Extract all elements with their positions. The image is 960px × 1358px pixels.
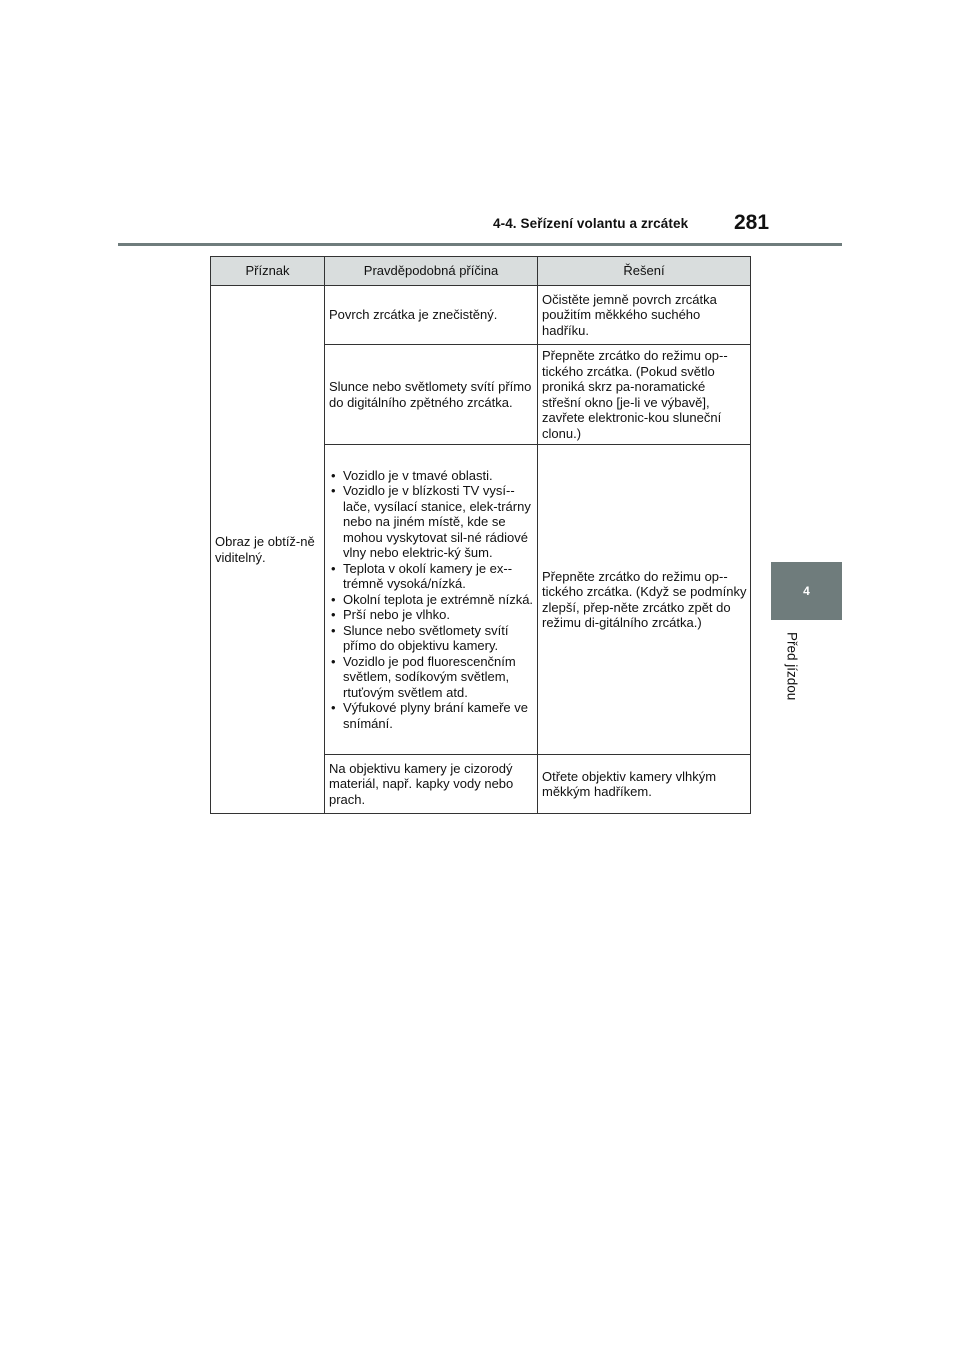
symptom-cell: Obraz je obtíž-ně viditelný.: [211, 286, 325, 814]
page-number: 281: [734, 211, 770, 234]
section-title: 4-4. Seřízení volantu a zrcátek: [493, 216, 689, 231]
solution-cell: Přepněte zrcátko do režimu op-tického zrcátka. (Když se podmínky zlepší, přep-něte zrcátko zpět do režimu di-gitálního zrcátka.): [538, 445, 751, 755]
cause-list-cell: [325, 445, 538, 755]
chapter-tab: [771, 562, 842, 620]
list-item: • Výfukové plyny brání kameře ve snímání.: [329, 700, 534, 731]
cause-cell: Na objektivu kamery je cizorodý materiál, např. kapky vody nebo prach.: [325, 755, 538, 814]
column-header-symptom: Příznak: [211, 257, 325, 286]
column-header-cause: Pravděpodobná příčina: [325, 257, 538, 286]
cause-cell: Slunce nebo světlomety svítí přímo do digitálního zpětného zrcátka.: [325, 345, 538, 445]
table-row: [211, 286, 751, 345]
troubleshooting-table: [210, 256, 751, 814]
solution-cell: Otřete objektiv kamery vlhkým měkkým hadříkem.: [538, 755, 751, 814]
list-item: • Vozidlo je v blízkosti TV vysí-lače, vysílací stanice, elek-trárny nebo na jiném místě, kde se mohou vyskytovat sil-né rádiové vlny nebo elektric-ký šum.: [329, 483, 534, 561]
chapter-label: [778, 632, 806, 712]
chapter-number: 4: [803, 584, 810, 598]
column-header-solution: Řešení: [538, 257, 751, 286]
solution-cell: Přepněte zrcátko do režimu op-tického zrcátka. (Pokud světlo proniká skrz pa-noramatické střešní okno [je-li ve výbavě], zavřete elektronic-kou sluneční clonu.): [538, 345, 751, 445]
list-item: • Okolní teplota je extrémně nízká.: [329, 592, 534, 608]
list-item: • Teplota v okolí kamery je ex-trémně vysoká/nízká.: [329, 561, 534, 592]
list-item: • Slunce nebo světlomety svítí přímo do objektivu kamery.: [329, 623, 534, 654]
table-header-row: [211, 257, 751, 286]
list-item: • Prší nebo je vlhko.: [329, 607, 534, 623]
cause-cell: Povrch zrcátka je znečistěný.: [325, 286, 538, 345]
list-item: • Vozidlo je pod fluorescenčním světlem, sodíkovým světlem, rtuťovým světlem atd.: [329, 654, 534, 701]
header-divider: [118, 243, 842, 246]
solution-cell: Očistěte jemně povrch zrcátka použitím měkkého suchého hadříku.: [538, 286, 751, 345]
chapter-label-text: Před jízdou: [784, 632, 800, 701]
list-item: • Vozidlo je v tmavé oblasti.: [329, 468, 534, 484]
cause-list: [329, 468, 534, 732]
